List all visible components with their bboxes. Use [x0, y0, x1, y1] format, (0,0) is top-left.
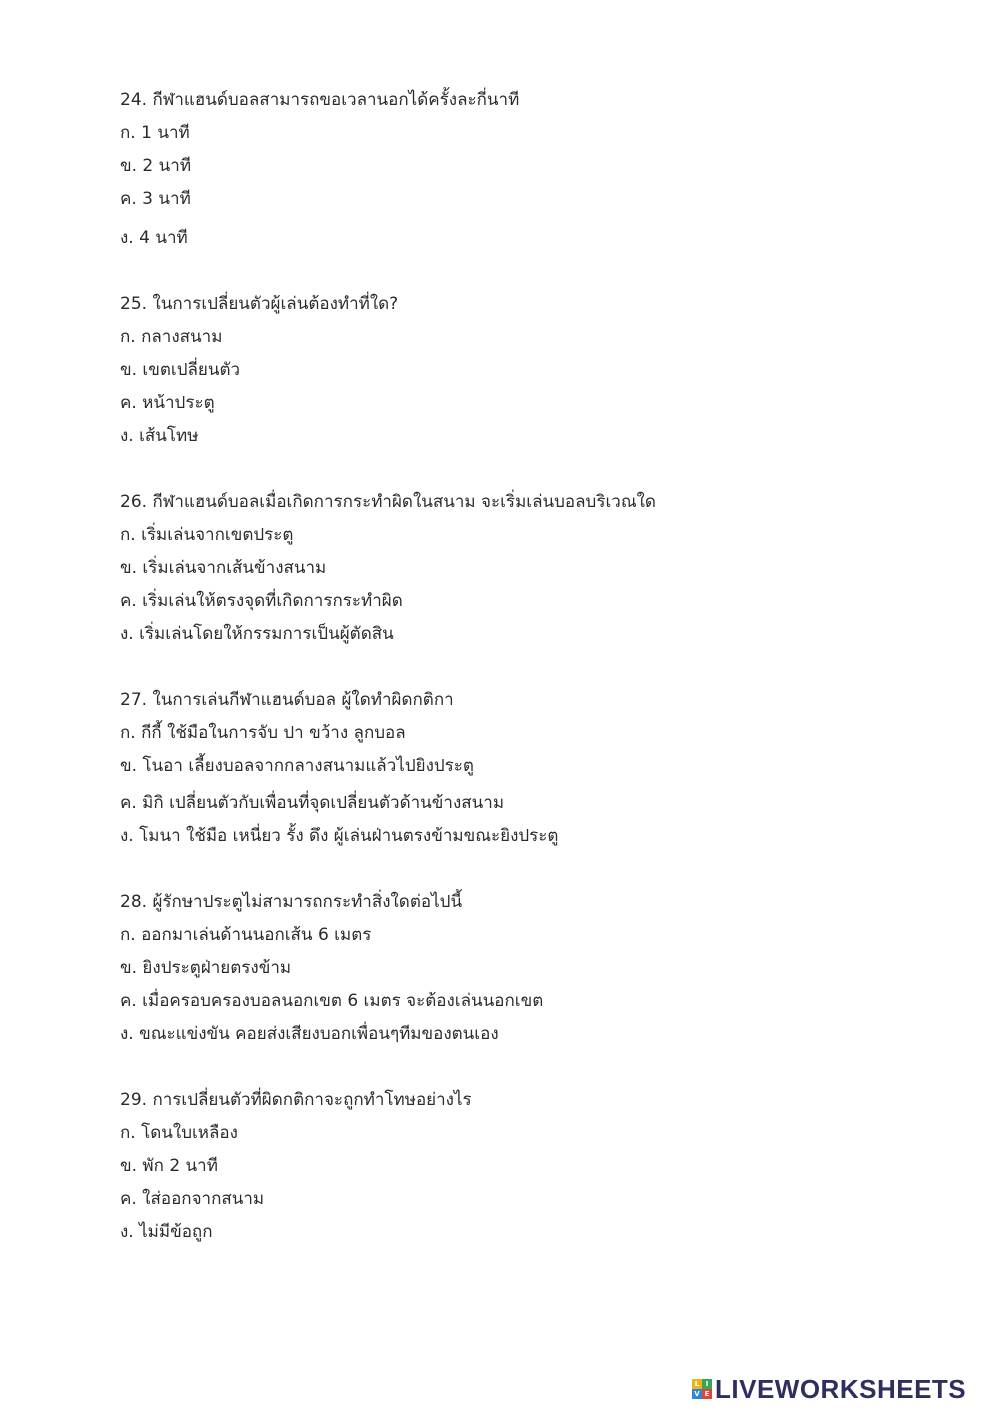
- option-b[interactable]: ข. โนอา เลี้ยงบอลจากกลางสนามแล้วไปยิงประตู: [120, 756, 474, 776]
- question-26: [120, 486, 960, 651]
- option-a[interactable]: ก. กีกี้ ใช้มือในการจับ ปา ขว้าง ลูกบอล: [120, 723, 406, 743]
- logo-icon-letter: L: [692, 1379, 702, 1389]
- option-b[interactable]: ข. พัก 2 นาที: [120, 1156, 218, 1176]
- option-b[interactable]: ข. เริ่มเล่นจากเส้นข้างสนาม: [120, 558, 327, 578]
- logo-icon-letter: E: [702, 1389, 712, 1399]
- option-d[interactable]: ง. เส้นโทษ: [120, 426, 199, 446]
- option-c[interactable]: ค. มิกิ เปลี่ยนตัวกับเพื่อนที่จุดเปลี่ยนตัวด้านข้างสนาม: [120, 793, 505, 813]
- option-b[interactable]: ข. ยิงประตูฝ่ายตรงข้าม: [120, 958, 292, 978]
- worksheet: [120, 84, 960, 1282]
- question-text: 28. ผู้รักษาประตูไม่สามารถกระทำสิ่งใดต่อไปนี้: [120, 892, 463, 912]
- question-text: 29. การเปลี่ยนตัวที่ผิดกติกาจะถูกทำโทษอย่างไร: [120, 1090, 472, 1110]
- question-29: [120, 1084, 960, 1249]
- option-c[interactable]: ค. ใส่ออกจากสนาม: [120, 1189, 265, 1209]
- option-a[interactable]: ก. เริ่มเล่นจากเขตประตู: [120, 525, 294, 545]
- question-text: 27. ในการเล่นกีฬาแฮนด์บอล ผู้ใดทำผิดกติกา: [120, 690, 454, 710]
- option-a[interactable]: ก. โดนใบเหลือง: [120, 1123, 238, 1143]
- option-c[interactable]: ค. เริ่มเล่นให้ตรงจุดที่เกิดการกระทำผิด: [120, 591, 403, 611]
- question-text: 24. กีฬาแฮนด์บอลสามารถขอเวลานอกได้ครั้งละกี่นาที: [120, 90, 520, 110]
- question-24: [120, 84, 960, 255]
- question-25: [120, 288, 960, 453]
- option-c[interactable]: ค. เมื่อครอบครองบอลนอกเขต 6 เมตร จะต้องเล่นนอกเขต: [120, 991, 544, 1011]
- option-d[interactable]: ง. 4 นาที: [120, 228, 188, 248]
- question-28: [120, 886, 960, 1051]
- option-a[interactable]: ก. กลางสนาม: [120, 327, 223, 347]
- question-text: 26. กีฬาแฮนด์บอลเมื่อเกิดการกระทำผิดในสนาม จะเริ่มเล่นบอลบริเวณใด: [120, 492, 656, 512]
- option-d[interactable]: ง. ขณะแข่งขัน คอยส่งเสียงบอกเพื่อนๆทีมของตนเอง: [120, 1024, 499, 1044]
- option-a[interactable]: ก. ออกมาเล่นด้านนอกเส้น 6 เมตร: [120, 925, 372, 945]
- logo-icon-letter: I: [702, 1379, 712, 1389]
- option-c[interactable]: ค. หน้าประตู: [120, 393, 215, 413]
- option-b[interactable]: ข. 2 นาที: [120, 156, 192, 176]
- logo-icon-letter: V: [692, 1389, 702, 1399]
- option-c[interactable]: ค. 3 นาที: [120, 189, 191, 209]
- option-a[interactable]: ก. 1 นาที: [120, 123, 190, 143]
- liveworksheets-logo-text: LIVEWORKSHEETS: [715, 1373, 967, 1404]
- option-d[interactable]: ง. ไม่มีข้อถูก: [120, 1222, 213, 1242]
- option-b[interactable]: ข. เขตเปลี่ยนตัว: [120, 360, 241, 380]
- question-text: 25. ในการเปลี่ยนตัวผู้เล่นต้องทำที่ใด?: [120, 294, 399, 314]
- liveworksheets-logo[interactable]: [692, 1374, 966, 1404]
- option-d[interactable]: ง. เริ่มเล่นโดยให้กรรมการเป็นผู้ตัดสิน: [120, 624, 394, 644]
- liveworksheets-logo-icon: [692, 1379, 712, 1399]
- option-d[interactable]: ง. โมนา ใช้มือ เหนี่ยว รั้ง ดึง ผู้เล่นฝ่านตรงข้ามขณะยิงประตู: [120, 826, 559, 846]
- question-27: [120, 684, 960, 853]
